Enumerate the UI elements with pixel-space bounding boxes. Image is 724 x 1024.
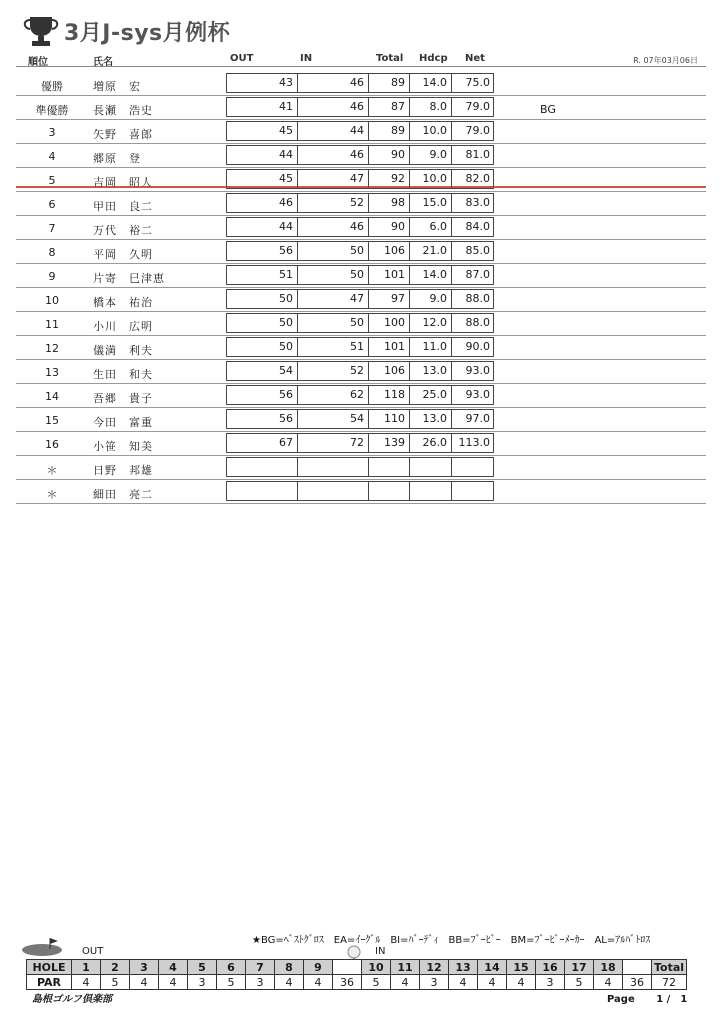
par-out-total: 36 bbox=[333, 975, 362, 990]
par-table bbox=[26, 959, 687, 990]
in-cell bbox=[297, 433, 368, 453]
hole-number: 12 bbox=[420, 960, 449, 975]
rank-cell: 準優勝 bbox=[35, 104, 69, 117]
player-name: 今田 富重 bbox=[93, 416, 153, 429]
player-name: 吉岡 昭人 bbox=[93, 176, 153, 189]
header-name: 氏名 bbox=[93, 57, 113, 68]
legend: ★BG=ﾍﾞｽﾄｸﾞﾛｽ EA=ｲｰｸﾞﾙ BI=ﾊﾞｰﾃﾞｨ BB=ﾌﾞｰﾋﾞｰ BM=ﾌﾞｰﾋﾞｰﾒｰｶｰ AL=ｱﾙﾊﾞﾄﾛｽ bbox=[252, 935, 651, 946]
rank-cell: 14 bbox=[45, 390, 59, 403]
rank-cell: ＊ bbox=[46, 488, 58, 501]
total-cell bbox=[368, 409, 409, 429]
hdcp-cell bbox=[409, 193, 451, 213]
net-value: 82.0 bbox=[465, 172, 490, 185]
total-cell bbox=[368, 73, 409, 93]
player-name: 日野 邦雄 bbox=[93, 464, 153, 477]
total-value: 106 bbox=[384, 364, 405, 377]
in-cell bbox=[297, 217, 368, 237]
cut-line bbox=[16, 186, 706, 188]
hdcp-value: 13.0 bbox=[422, 364, 447, 377]
out-value: 67 bbox=[279, 436, 293, 449]
table-row bbox=[16, 407, 706, 432]
in-value: 44 bbox=[350, 124, 364, 137]
table-row bbox=[16, 167, 706, 192]
total-cell bbox=[368, 313, 409, 333]
out-cell bbox=[226, 145, 297, 165]
player-name: 甲田 良二 bbox=[93, 200, 153, 213]
total-cell bbox=[368, 121, 409, 141]
in-value: 72 bbox=[350, 436, 364, 449]
net-cell bbox=[451, 97, 494, 117]
total-cell bbox=[368, 481, 409, 501]
par-value: 3 bbox=[536, 975, 565, 990]
out-cell bbox=[226, 121, 297, 141]
par-value: 4 bbox=[507, 975, 536, 990]
out-value: 56 bbox=[279, 244, 293, 257]
player-name: 増原 宏 bbox=[93, 80, 141, 93]
in-cell bbox=[297, 457, 368, 477]
hdcp-value: 13.0 bbox=[422, 412, 447, 425]
out-value: 45 bbox=[279, 172, 293, 185]
out-cell bbox=[226, 313, 297, 333]
table-row bbox=[16, 95, 706, 120]
in-value: 46 bbox=[350, 100, 364, 113]
net-cell bbox=[451, 409, 494, 429]
rank-cell: 3 bbox=[48, 126, 56, 139]
hole-number: 8 bbox=[275, 960, 304, 975]
net-value: 88.0 bbox=[465, 292, 490, 305]
header-rank: 順位 bbox=[28, 57, 48, 68]
total-cell bbox=[368, 145, 409, 165]
total-value: 118 bbox=[384, 388, 405, 401]
hole-number: 7 bbox=[246, 960, 275, 975]
out-value: 44 bbox=[279, 148, 293, 161]
hdcp-cell bbox=[409, 409, 451, 429]
player-name: 万代 裕二 bbox=[93, 224, 153, 237]
in-value: 54 bbox=[350, 412, 364, 425]
in-cell bbox=[297, 97, 368, 117]
in-label: IN bbox=[375, 946, 386, 957]
table-row bbox=[16, 311, 706, 336]
net-value: 88.0 bbox=[465, 316, 490, 329]
hole-number: 11 bbox=[391, 960, 420, 975]
in-value: 46 bbox=[350, 220, 364, 233]
page-value: 1 / 1 bbox=[656, 994, 688, 1005]
hdcp-cell bbox=[409, 481, 451, 501]
out-value: 51 bbox=[279, 268, 293, 281]
table-row bbox=[16, 431, 706, 456]
net-cell bbox=[451, 337, 494, 357]
hole-number: 16 bbox=[536, 960, 565, 975]
out-cell bbox=[226, 289, 297, 309]
header-hdcp: Hdcp bbox=[419, 53, 448, 64]
table-row bbox=[16, 383, 706, 408]
total-cell bbox=[368, 193, 409, 213]
hdcp-cell bbox=[409, 313, 451, 333]
par-value: 5 bbox=[565, 975, 594, 990]
in-value: 47 bbox=[350, 172, 364, 185]
hole-number: 4 bbox=[159, 960, 188, 975]
out-cell bbox=[226, 385, 297, 405]
par-value: 4 bbox=[594, 975, 623, 990]
in-value: 50 bbox=[350, 244, 364, 257]
par-value: 4 bbox=[159, 975, 188, 990]
out-cell bbox=[226, 481, 297, 501]
total-cell bbox=[368, 337, 409, 357]
par-value: 5 bbox=[362, 975, 391, 990]
total-value: 87 bbox=[391, 100, 405, 113]
total-cell bbox=[368, 457, 409, 477]
in-value: 50 bbox=[350, 268, 364, 281]
table-row bbox=[16, 71, 706, 96]
net-cell bbox=[451, 457, 494, 477]
out-cell bbox=[226, 241, 297, 261]
par-value: 3 bbox=[188, 975, 217, 990]
in-value: 51 bbox=[350, 340, 364, 353]
total-value: 90 bbox=[391, 220, 405, 233]
total-value: 100 bbox=[384, 316, 405, 329]
hdcp-cell bbox=[409, 145, 451, 165]
rank-cell: 6 bbox=[48, 198, 56, 211]
in-cell bbox=[297, 289, 368, 309]
out-label: OUT bbox=[82, 946, 104, 957]
net-value: 113.0 bbox=[458, 436, 490, 449]
out-value: 50 bbox=[279, 316, 293, 329]
net-value: 93.0 bbox=[465, 364, 490, 377]
hdcp-value: 9.0 bbox=[429, 292, 447, 305]
out-sum-header bbox=[333, 960, 362, 975]
hdcp-value: 9.0 bbox=[429, 148, 447, 161]
hole-number: 18 bbox=[594, 960, 623, 975]
net-value: 75.0 bbox=[465, 76, 490, 89]
table-row bbox=[16, 335, 706, 360]
out-value: 41 bbox=[279, 100, 293, 113]
total-header: Total bbox=[652, 960, 687, 975]
total-value: 110 bbox=[384, 412, 405, 425]
net-cell bbox=[451, 241, 494, 261]
in-cell bbox=[297, 121, 368, 141]
net-cell bbox=[451, 265, 494, 285]
player-name: 郷原 登 bbox=[93, 152, 141, 165]
in-value: 52 bbox=[350, 364, 364, 377]
net-cell bbox=[451, 385, 494, 405]
hdcp-value: 26.0 bbox=[422, 436, 447, 449]
hdcp-cell bbox=[409, 97, 451, 117]
rank-cell: 優勝 bbox=[41, 80, 63, 93]
hole-number: 15 bbox=[507, 960, 536, 975]
out-value: 45 bbox=[279, 124, 293, 137]
net-cell bbox=[451, 73, 494, 93]
par-value: 4 bbox=[130, 975, 159, 990]
hdcp-value: 21.0 bbox=[422, 244, 447, 257]
hdcp-cell bbox=[409, 121, 451, 141]
table-row bbox=[16, 455, 706, 480]
net-cell bbox=[451, 313, 494, 333]
out-value: 43 bbox=[279, 76, 293, 89]
in-value: 47 bbox=[350, 292, 364, 305]
hdcp-value: 6.0 bbox=[429, 220, 447, 233]
report-date: R. 07年03月06日 bbox=[633, 56, 698, 65]
out-value: 46 bbox=[279, 196, 293, 209]
out-cell bbox=[226, 361, 297, 381]
player-name: 細田 亮二 bbox=[93, 488, 153, 501]
header-divider bbox=[16, 66, 706, 67]
player-name: 小川 広明 bbox=[93, 320, 153, 333]
player-name: 吾郷 貴子 bbox=[93, 392, 153, 405]
out-cell bbox=[226, 457, 297, 477]
rank-cell: 11 bbox=[45, 318, 59, 331]
hdcp-cell bbox=[409, 241, 451, 261]
in-value: 46 bbox=[350, 148, 364, 161]
out-value: 56 bbox=[279, 388, 293, 401]
rank-cell: 16 bbox=[45, 438, 59, 451]
par-label: PAR bbox=[27, 975, 72, 990]
total-value: 90 bbox=[391, 148, 405, 161]
net-cell bbox=[451, 433, 494, 453]
table-row bbox=[16, 143, 706, 168]
in-sum-header bbox=[623, 960, 652, 975]
in-cell bbox=[297, 265, 368, 285]
rank-cell: 12 bbox=[45, 342, 59, 355]
trophy-icon bbox=[20, 14, 62, 48]
note-badge: BG bbox=[540, 103, 556, 116]
out-value: 44 bbox=[279, 220, 293, 233]
header-in: IN bbox=[300, 53, 313, 64]
net-cell bbox=[451, 481, 494, 501]
hdcp-value: 11.0 bbox=[422, 340, 447, 353]
page-title: 3月J-sys月例杯 bbox=[64, 20, 231, 46]
out-cell bbox=[226, 193, 297, 213]
total-cell bbox=[368, 361, 409, 381]
par-row bbox=[27, 975, 687, 990]
page-label: Page bbox=[607, 994, 635, 1005]
total-value: 92 bbox=[391, 172, 405, 185]
hole-number: 14 bbox=[478, 960, 507, 975]
hdcp-cell bbox=[409, 433, 451, 453]
in-cell bbox=[297, 241, 368, 261]
total-value: 106 bbox=[384, 244, 405, 257]
header-net: Net bbox=[465, 53, 485, 64]
in-cell bbox=[297, 409, 368, 429]
hdcp-value: 12.0 bbox=[422, 316, 447, 329]
golf-green-icon bbox=[20, 936, 68, 958]
hdcp-cell bbox=[409, 289, 451, 309]
rank-cell: 7 bbox=[48, 222, 56, 235]
rank-cell: 9 bbox=[48, 270, 56, 283]
out-cell bbox=[226, 409, 297, 429]
total-value: 101 bbox=[384, 340, 405, 353]
hole-row bbox=[27, 960, 687, 975]
par-value: 5 bbox=[101, 975, 130, 990]
report-title bbox=[20, 14, 230, 48]
in-cell bbox=[297, 337, 368, 357]
in-value: 62 bbox=[350, 388, 364, 401]
hdcp-cell bbox=[409, 361, 451, 381]
rank-cell: 8 bbox=[48, 246, 56, 259]
total-value: 89 bbox=[391, 124, 405, 137]
net-value: 93.0 bbox=[465, 388, 490, 401]
total-cell bbox=[368, 433, 409, 453]
rank-cell: ＊ bbox=[46, 464, 58, 477]
net-value: 83.0 bbox=[465, 196, 490, 209]
out-cell bbox=[226, 97, 297, 117]
rank-cell: 15 bbox=[45, 414, 59, 427]
table-row bbox=[16, 215, 706, 240]
out-cell bbox=[226, 337, 297, 357]
total-cell bbox=[368, 241, 409, 261]
out-cell bbox=[226, 433, 297, 453]
in-cell bbox=[297, 73, 368, 93]
hdcp-cell bbox=[409, 457, 451, 477]
par-value: 4 bbox=[275, 975, 304, 990]
hole-number: 1 bbox=[72, 960, 101, 975]
player-name: 儀満 利夫 bbox=[93, 344, 153, 357]
in-cell bbox=[297, 193, 368, 213]
out-cell bbox=[226, 73, 297, 93]
par-value: 4 bbox=[72, 975, 101, 990]
rank-cell: 13 bbox=[45, 366, 59, 379]
hdcp-cell bbox=[409, 385, 451, 405]
net-cell bbox=[451, 361, 494, 381]
player-name: 橋本 祐治 bbox=[93, 296, 153, 309]
table-row bbox=[16, 287, 706, 312]
total-value: 97 bbox=[391, 292, 405, 305]
table-row bbox=[16, 191, 706, 216]
hdcp-cell bbox=[409, 217, 451, 237]
hdcp-cell bbox=[409, 73, 451, 93]
net-value: 84.0 bbox=[465, 220, 490, 233]
player-name: 平岡 久明 bbox=[93, 248, 153, 261]
par-value: 4 bbox=[449, 975, 478, 990]
table-row bbox=[16, 479, 706, 504]
out-value: 54 bbox=[279, 364, 293, 377]
table-row bbox=[16, 263, 706, 288]
in-cell bbox=[297, 313, 368, 333]
in-value: 52 bbox=[350, 196, 364, 209]
par-total: 72 bbox=[652, 975, 687, 990]
hdcp-value: 15.0 bbox=[422, 196, 447, 209]
total-cell bbox=[368, 289, 409, 309]
par-value: 4 bbox=[304, 975, 333, 990]
header-out: OUT bbox=[230, 53, 254, 64]
in-cell bbox=[297, 361, 368, 381]
header-total: Total bbox=[376, 53, 404, 64]
club-name: 島根ゴルフ倶楽部 bbox=[32, 994, 112, 1005]
table-row bbox=[16, 119, 706, 144]
in-cell bbox=[297, 145, 368, 165]
total-value: 89 bbox=[391, 76, 405, 89]
net-value: 81.0 bbox=[465, 148, 490, 161]
hdcp-cell bbox=[409, 337, 451, 357]
player-name: 片寄 巳津恵 bbox=[93, 272, 165, 285]
total-value: 139 bbox=[384, 436, 405, 449]
hole-number: 13 bbox=[449, 960, 478, 975]
out-value: 50 bbox=[279, 340, 293, 353]
par-value: 4 bbox=[391, 975, 420, 990]
hdcp-value: 25.0 bbox=[422, 388, 447, 401]
total-cell bbox=[368, 217, 409, 237]
player-name: 生田 和夫 bbox=[93, 368, 153, 381]
net-cell bbox=[451, 121, 494, 141]
hole-number: 9 bbox=[304, 960, 333, 975]
hdcp-cell bbox=[409, 265, 451, 285]
net-cell bbox=[451, 217, 494, 237]
net-value: 79.0 bbox=[465, 124, 490, 137]
in-cell bbox=[297, 385, 368, 405]
total-cell bbox=[368, 97, 409, 117]
net-value: 85.0 bbox=[465, 244, 490, 257]
net-value: 90.0 bbox=[465, 340, 490, 353]
total-cell bbox=[368, 385, 409, 405]
net-value: 79.0 bbox=[465, 100, 490, 113]
page-indicator bbox=[607, 990, 687, 1005]
par-in-total: 36 bbox=[623, 975, 652, 990]
in-value: 50 bbox=[350, 316, 364, 329]
par-value: 3 bbox=[420, 975, 449, 990]
out-cell bbox=[226, 265, 297, 285]
player-name: 小笹 知美 bbox=[93, 440, 153, 453]
hole-number: 17 bbox=[565, 960, 594, 975]
out-value: 50 bbox=[279, 292, 293, 305]
hole-number: 2 bbox=[101, 960, 130, 975]
hole-number: 5 bbox=[188, 960, 217, 975]
total-value: 98 bbox=[391, 196, 405, 209]
rank-cell: 10 bbox=[45, 294, 59, 307]
out-value: 56 bbox=[279, 412, 293, 425]
hdcp-value: 10.0 bbox=[422, 172, 447, 185]
net-cell bbox=[451, 193, 494, 213]
out-cell bbox=[226, 217, 297, 237]
table-row bbox=[16, 239, 706, 264]
hole-label: HOLE bbox=[27, 960, 72, 975]
par-value: 4 bbox=[478, 975, 507, 990]
net-value: 87.0 bbox=[465, 268, 490, 281]
par-value: 3 bbox=[246, 975, 275, 990]
rank-cell: 4 bbox=[48, 150, 56, 163]
hole-number: 3 bbox=[130, 960, 159, 975]
hole-number: 10 bbox=[362, 960, 391, 975]
total-cell bbox=[368, 265, 409, 285]
net-cell bbox=[451, 289, 494, 309]
in-value: 46 bbox=[350, 76, 364, 89]
hdcp-value: 8.0 bbox=[429, 100, 447, 113]
table-row bbox=[16, 359, 706, 384]
hdcp-value: 10.0 bbox=[422, 124, 447, 137]
net-value: 97.0 bbox=[465, 412, 490, 425]
hdcp-value: 14.0 bbox=[422, 76, 447, 89]
hdcp-value: 14.0 bbox=[422, 268, 447, 281]
total-value: 101 bbox=[384, 268, 405, 281]
in-cell bbox=[297, 481, 368, 501]
player-name: 長瀬 浩史 bbox=[93, 104, 153, 117]
rank-cell: 5 bbox=[48, 174, 56, 187]
hole-number: 6 bbox=[217, 960, 246, 975]
net-cell bbox=[451, 145, 494, 165]
player-name: 矢野 喜郎 bbox=[93, 128, 153, 141]
par-value: 5 bbox=[217, 975, 246, 990]
